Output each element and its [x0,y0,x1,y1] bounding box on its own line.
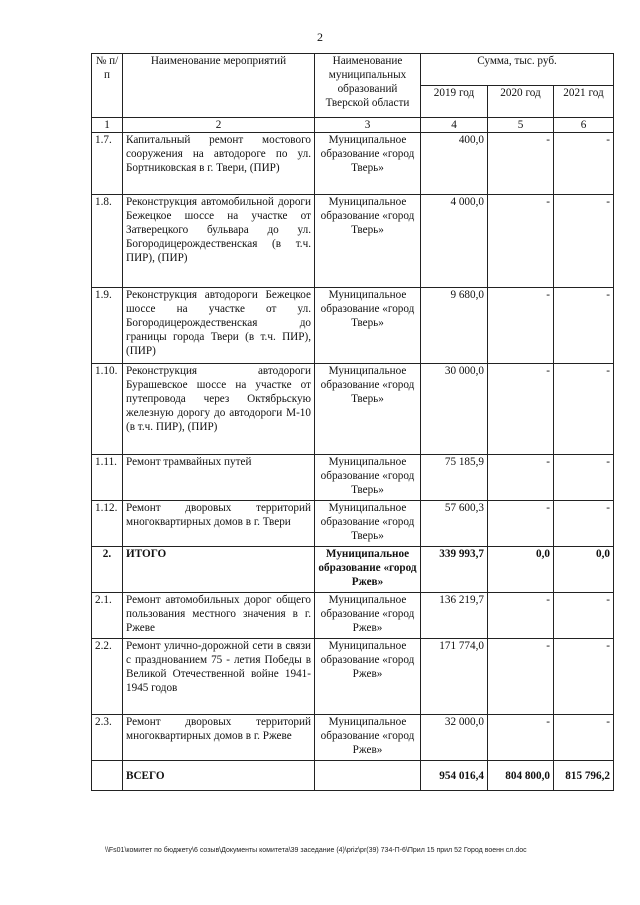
row-event-name: Ремонт автомобильных дорог общего пользования местного значения в г. Ржеве [123,593,315,639]
row-value-2021: 0,0 [554,547,614,593]
total-value-2020: 804 800,0 [488,761,554,791]
row-number: 1.8. [92,195,123,288]
row-value-2020: - [488,195,554,288]
row-value-2019: 32 000,0 [421,715,488,761]
row-value-2019: 339 993,7 [421,547,488,593]
row-value-2019: 136 219,7 [421,593,488,639]
table-row [92,715,614,761]
page-number: 2 [317,30,323,44]
total-number-cell [92,761,123,791]
row-event-name: Ремонт дворовых территорий многоквартирных домов в г. Ржеве [123,715,315,761]
total-value-2021: 815 796,2 [554,761,614,791]
row-municipality: Муниципальное образование «город Тверь» [315,195,421,288]
row-value-2021: - [554,195,614,288]
row-value-2021: - [554,501,614,547]
table-row [92,639,614,715]
table-row [92,501,614,547]
row-event-name: Капитальный ремонт мостового сооружения на автодороге по ул. Бортниковская в г. Твери, (ПИР) [123,133,315,195]
row-value-2020: - [488,364,554,455]
header-sum: Сумма, тыс. руб. [421,54,614,86]
row-municipality: Муниципальное образование «город Тверь» [315,455,421,501]
row-number: 1.7. [92,133,123,195]
table-row [92,133,614,195]
table-row [92,364,614,455]
row-number: 2.2. [92,639,123,715]
row-value-2021: - [554,288,614,364]
row-value-2020: 0,0 [488,547,554,593]
row-value-2019: 400,0 [421,133,488,195]
table-row [92,195,614,288]
row-value-2020: - [488,715,554,761]
header-municipality: Наименование муниципальных образований Тверской области [315,54,421,118]
column-index: 3 [315,118,421,133]
row-event-name: ИТОГО [123,547,315,593]
row-number: 2.1. [92,593,123,639]
row-municipality: Муниципальное образование «город Ржев» [315,547,421,593]
total-row [92,761,614,791]
row-municipality: Муниципальное образование «город Тверь» [315,133,421,195]
row-value-2019: 171 774,0 [421,639,488,715]
table-row [92,455,614,501]
column-index: 6 [554,118,614,133]
row-value-2021: - [554,364,614,455]
row-value-2021: - [554,455,614,501]
row-value-2020: - [488,133,554,195]
row-number: 2.3. [92,715,123,761]
row-municipality: Муниципальное образование «город Тверь» [315,501,421,547]
total-value-2019: 954 016,4 [421,761,488,791]
row-municipality: Муниципальное образование «город Ржев» [315,639,421,715]
header-year-2021: 2021 год [554,86,614,118]
row-value-2021: - [554,639,614,715]
row-value-2020: - [488,639,554,715]
column-index: 5 [488,118,554,133]
row-value-2021: - [554,133,614,195]
row-value-2020: - [488,288,554,364]
row-municipality: Муниципальное образование «город Тверь» [315,364,421,455]
row-number: 1.11. [92,455,123,501]
budget-table [91,53,614,791]
row-event-name: Реконструкция автомобильной дороги Бежецкое шоссе на участке от Затверецкого бульвара до ул. Богородицерождественская (в т.ч. ПИР), (ПИР) [123,195,315,288]
row-municipality: Муниципальное образование «город Тверь» [315,288,421,364]
column-index: 1 [92,118,123,133]
row-value-2020: - [488,593,554,639]
row-event-name: Реконструкция автодороги Бежецкое шоссе на участке от ул. Богородицерождественская до границы города Твери (в т.ч. ПИР), (ПИР) [123,288,315,364]
row-value-2021: - [554,715,614,761]
row-event-name: Ремонт улично-дорожной сети в связи с празднованием 75 - летия Победы в Великой Отечественной войне 1941-1945 годов [123,639,315,715]
footer-file-path: \\Fs01\комитет по бюджету\6 созыв\Документы комитета\39 заседание (4)\priz\pr(39) 734-П-6\Прил 15 прил 52 Город военн сл.doc [105,847,527,854]
table-row [92,288,614,364]
row-number: 1.10. [92,364,123,455]
row-value-2019: 75 185,9 [421,455,488,501]
row-municipality: Муниципальное образование «город Ржев» [315,715,421,761]
row-value-2019: 4 000,0 [421,195,488,288]
row-municipality: Муниципальное образование «город Ржев» [315,593,421,639]
row-value-2019: 57 600,3 [421,501,488,547]
header-event-name: Наименование мероприятий [123,54,315,118]
header-year-2019: 2019 год [421,86,488,118]
table-row [92,593,614,639]
row-value-2020: - [488,501,554,547]
row-number: 1.12. [92,501,123,547]
total-label: ВСЕГО [123,761,315,791]
row-value-2020: - [488,455,554,501]
header-number: № п/п [92,54,123,118]
total-municipality-cell [315,761,421,791]
row-value-2019: 9 680,0 [421,288,488,364]
row-event-name: Ремонт дворовых территорий многоквартирных домов в г. Твери [123,501,315,547]
row-event-name: Реконструкция автодороги Бурашевское шоссе на участке от путепровода через Октябрьскую железную дорогу до автодороги М-10 (в т.ч. ПИР), (ПИР) [123,364,315,455]
row-value-2021: - [554,593,614,639]
column-index: 4 [421,118,488,133]
row-value-2019: 30 000,0 [421,364,488,455]
subtotal-row [92,547,614,593]
row-number: 2. [92,547,123,593]
header-year-2020: 2020 год [488,86,554,118]
row-number: 1.9. [92,288,123,364]
row-event-name: Ремонт трамвайных путей [123,455,315,501]
column-index: 2 [123,118,315,133]
